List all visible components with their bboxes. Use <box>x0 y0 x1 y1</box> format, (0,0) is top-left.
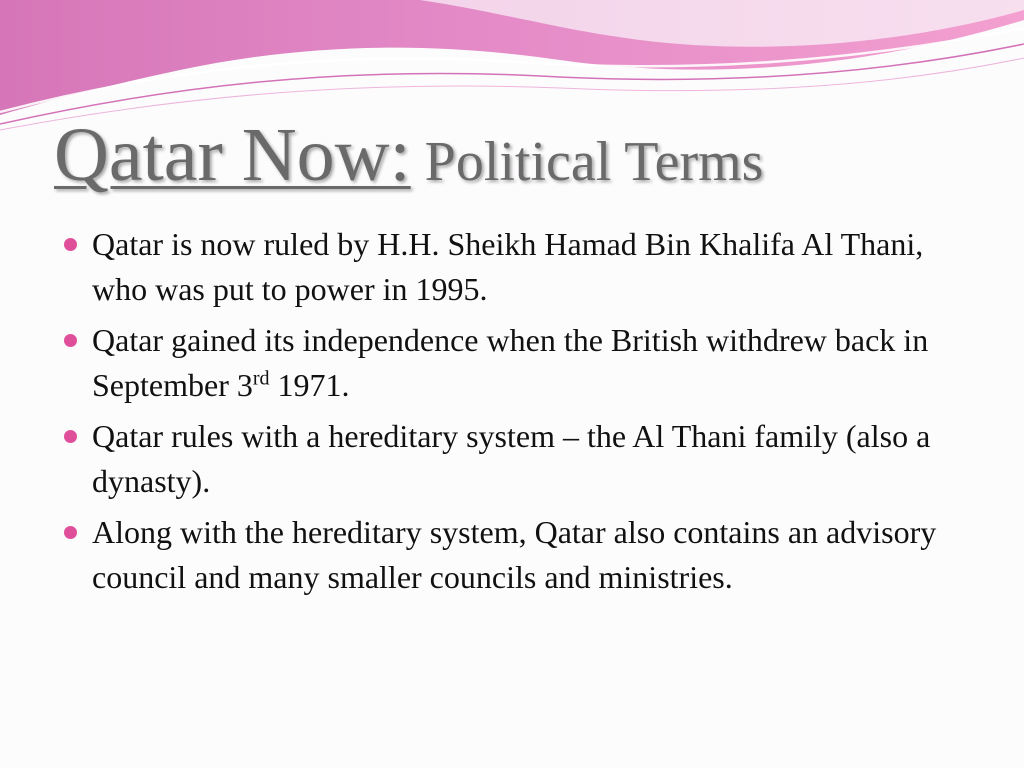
bullet-item <box>62 414 962 504</box>
bullet-text-after: 1971. <box>269 367 350 403</box>
slide-title <box>54 112 1014 199</box>
bullet-item <box>62 510 962 600</box>
bullet-dot-icon <box>64 526 77 539</box>
bullet-dot-icon <box>64 430 77 443</box>
bullet-text: Qatar is now ruled by H.H. Sheikh Hamad Bin Khalifa Al Thani, who was put to power in 1995. <box>92 226 924 307</box>
bullet-item <box>62 318 962 408</box>
bullet-item <box>62 222 962 312</box>
ordinal-superscript: rd <box>252 367 270 390</box>
title-subtitle: Political Terms <box>424 131 764 193</box>
bullet-dot-icon <box>64 334 77 347</box>
bullet-text: Along with the hereditary system, Qatar also contains an advisory council and many smaller councils and ministries. <box>92 514 937 595</box>
bullet-text: Qatar rules with a hereditary system – the Al Thani family (also a dynasty). <box>92 418 931 499</box>
bullet-text: Qatar gained its independence when the British withdrew back in September 3 <box>92 322 929 403</box>
bullet-dot-icon <box>64 238 77 251</box>
title-main: Qatar Now: <box>54 113 411 197</box>
bullet-list <box>62 222 962 606</box>
